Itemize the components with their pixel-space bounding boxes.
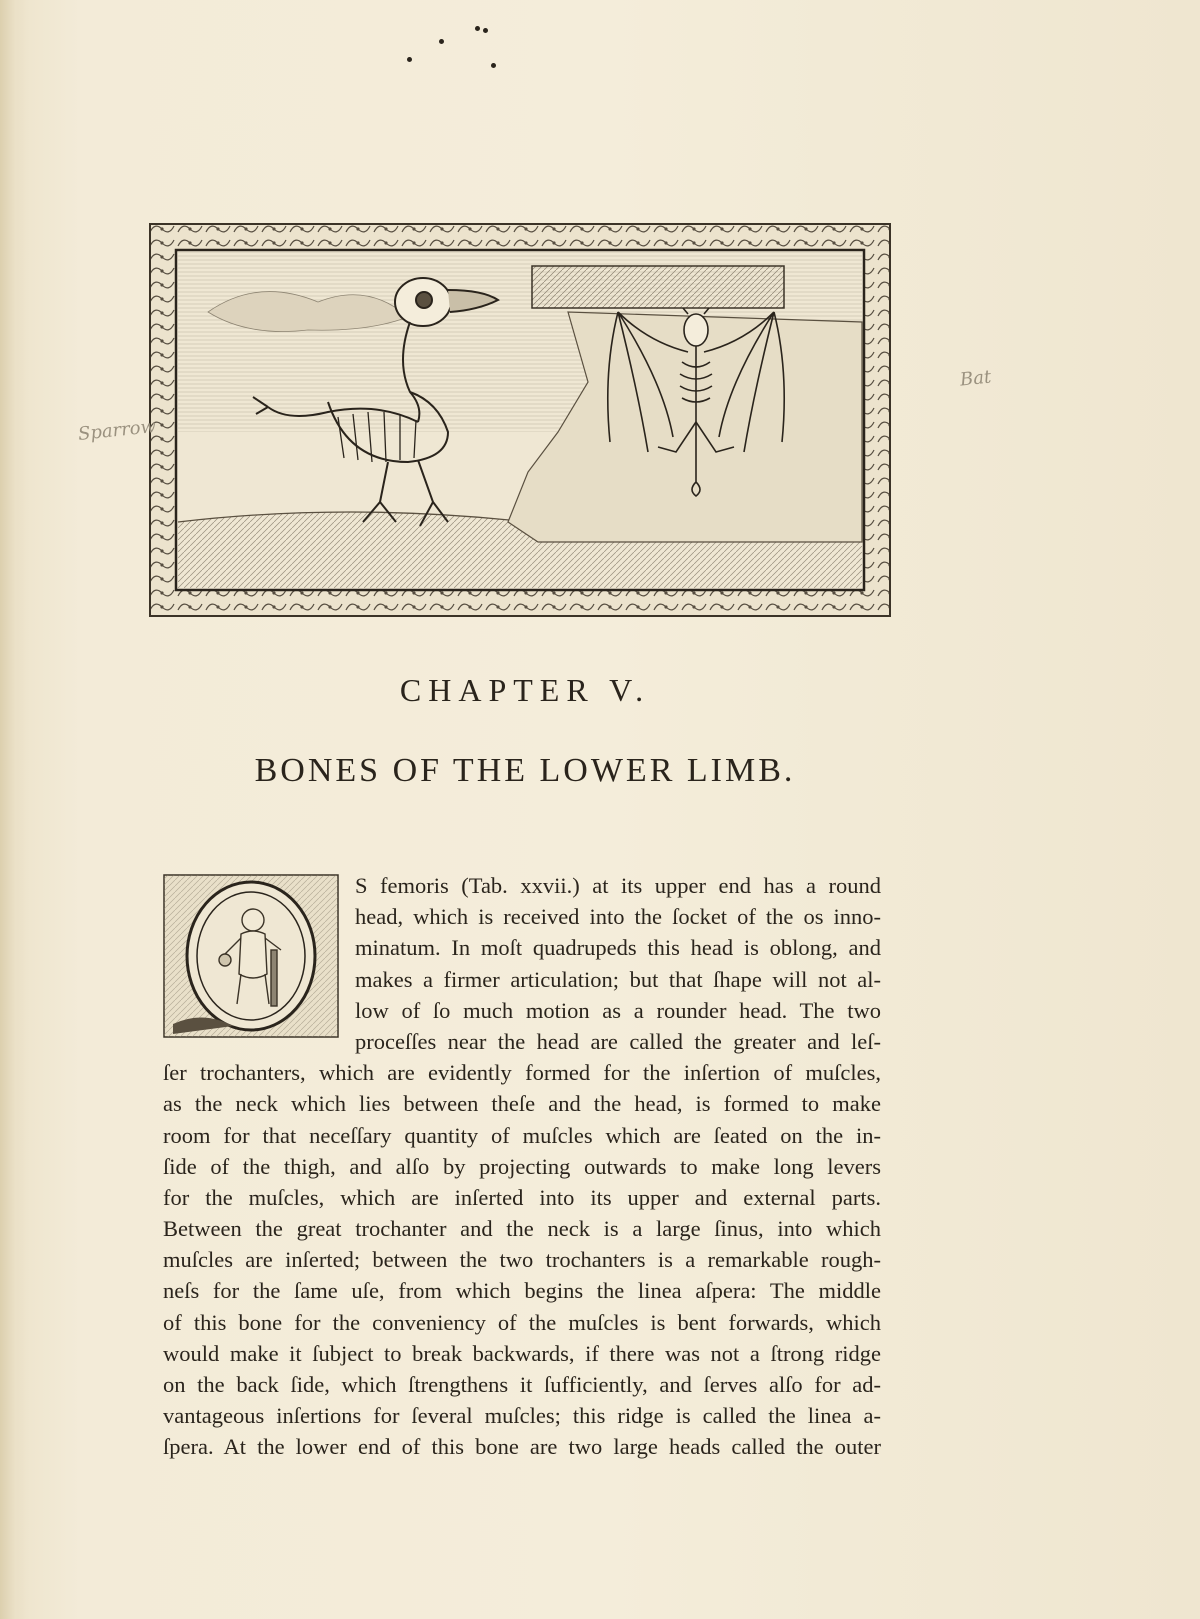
text-line: low of ſo much motion as a rounder head. The two bbox=[355, 997, 881, 1023]
chapter-body-text bbox=[163, 870, 881, 1463]
text-line: proceſſes near the head are called the greater and leſ- bbox=[355, 1028, 881, 1054]
text-line: Between the great trochanter and the neck is a large ſinus, into which bbox=[163, 1216, 881, 1242]
text-line: ſpera. At the lower end of this bone are two large heads called the outer bbox=[163, 1434, 881, 1460]
text-line: room for that neceſſary quantity of muſcles which are ſeated on the in- bbox=[163, 1122, 881, 1148]
book-gutter bbox=[0, 0, 26, 1619]
engraved-headpiece-plate bbox=[148, 222, 892, 618]
chapter-heading: CHAPTER V. bbox=[399, 672, 651, 708]
text-line: ſer trochanters, which are evidently formed for the inſertion of muſcles, bbox=[163, 1060, 881, 1086]
chapter-title: BONES OF THE LOWER LIMB. bbox=[254, 752, 796, 789]
text-line: makes a firmer articulation; but that ſhape will not al- bbox=[355, 966, 881, 992]
text-line: vantageous inſertions for ſeveral muſcles; this ridge is called the linea a- bbox=[163, 1403, 881, 1429]
text-line: muſcles are inſerted; between the two trochanters is a remarkable rough- bbox=[163, 1247, 881, 1273]
pencil-marginal-note-right: Bat bbox=[958, 366, 993, 391]
text-line: would make it ſubject to break backwards, if there was not a ſtrong ridge bbox=[163, 1340, 881, 1366]
text-line: minatum. In moſt quadrupeds this head is oblong, and bbox=[355, 935, 881, 961]
text-line: on the back ſide, which ſtrengthens it ſufficiently, and ſerves alſo for ad- bbox=[163, 1372, 881, 1397]
text-line: S femoris (Tab. xxvii.) at its upper end has a round bbox=[355, 873, 881, 898]
text-line: head, which is received into the ſocket of the os inno- bbox=[355, 904, 881, 930]
pencil-marginal-note-left: Sparrow bbox=[77, 415, 157, 446]
text-line: ſide of the thigh, and alſo by projecting outwards to make long levers bbox=[163, 1153, 881, 1179]
signature-mark bbox=[395, 20, 515, 80]
headpiece-engraving bbox=[148, 222, 892, 618]
text-line: of this bone for the conveniency of the muſcles is bent forwards, which bbox=[163, 1309, 881, 1335]
text-line: as the neck which lies between theſe and the head, is formed to make bbox=[163, 1091, 881, 1117]
text-line: neſs for the ſame uſe, from which begins the linea aſpera: The middle bbox=[163, 1278, 881, 1304]
text-line: for the muſcles, which are inſerted into its upper and external parts. bbox=[163, 1184, 881, 1210]
